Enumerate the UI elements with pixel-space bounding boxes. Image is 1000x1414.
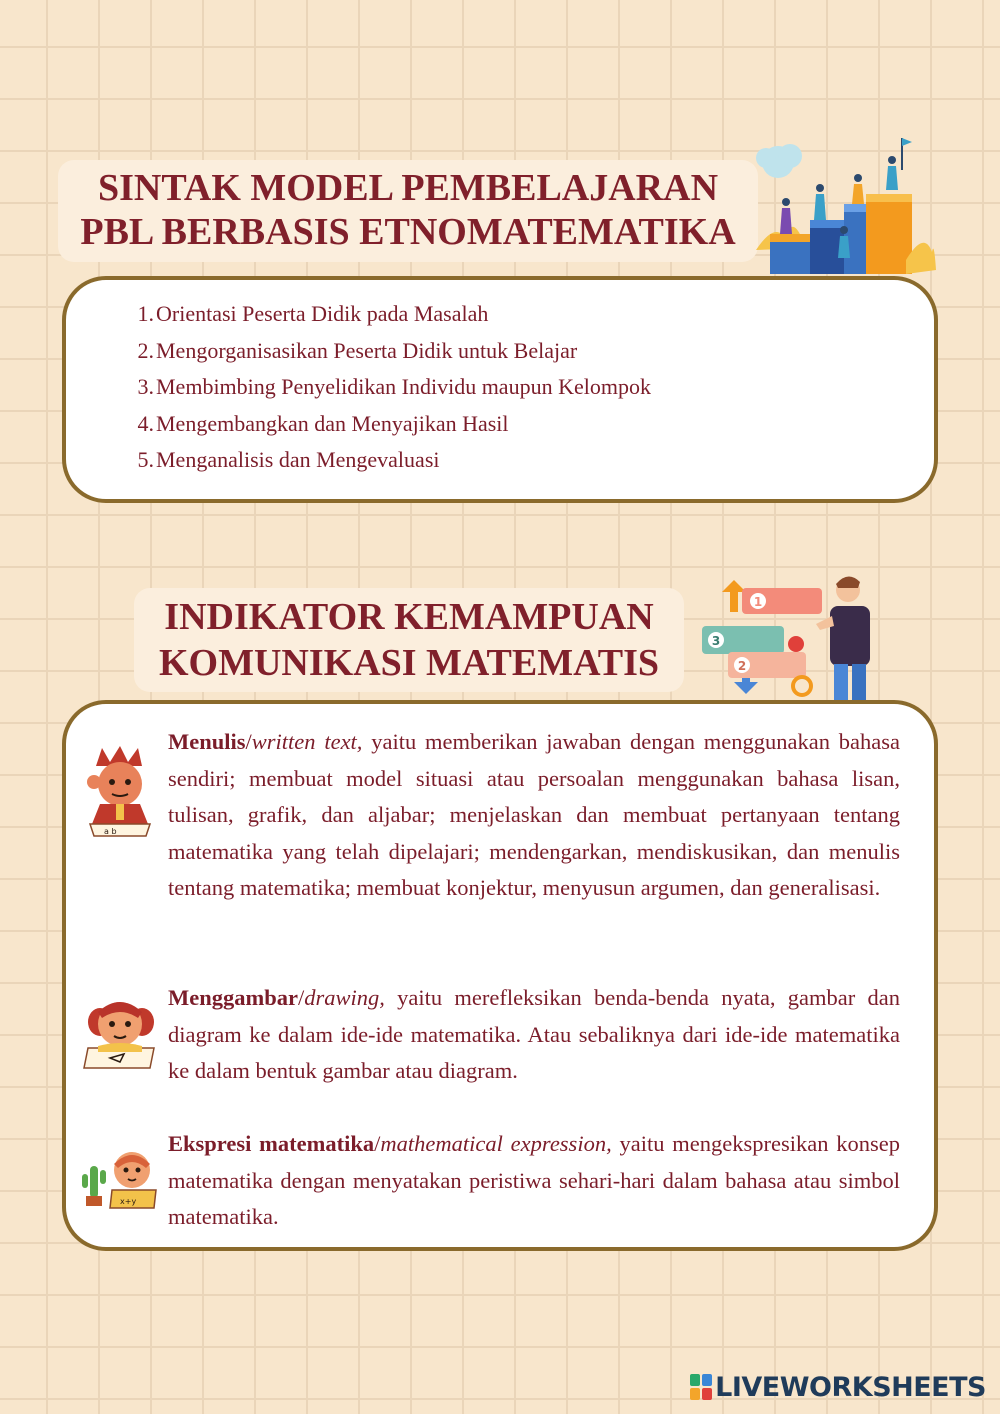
section2-title-line1: INDIKATOR KEMAMPUAN bbox=[164, 596, 654, 638]
list-item bbox=[132, 333, 651, 370]
step-text: Menganalisis dan Mengevaluasi bbox=[156, 447, 440, 473]
indicator-writing bbox=[168, 724, 900, 907]
step-number: 2. bbox=[137, 337, 154, 363]
steps-list bbox=[132, 296, 651, 479]
step-text: Mengembangkan dan Menyajikan Hasil bbox=[156, 410, 509, 436]
list-item bbox=[132, 442, 651, 479]
term-separator: / bbox=[297, 985, 305, 1010]
term-italic: drawing, bbox=[304, 985, 385, 1010]
step-text: Mengorganisasikan Peserta Didik untuk Belajar bbox=[156, 337, 578, 363]
term-italic: mathematical expression, bbox=[380, 1131, 612, 1156]
liveworksheets-logo[interactable] bbox=[690, 1370, 986, 1404]
term-separator: / bbox=[374, 1131, 381, 1156]
term-bold: Menggambar bbox=[168, 985, 298, 1010]
indicator-expression bbox=[168, 1126, 900, 1236]
step-text: Membimbing Penyelidikan Individu maupun Kelompok bbox=[156, 374, 651, 400]
section1-title bbox=[58, 160, 758, 262]
svg-text:2: 2 bbox=[737, 659, 747, 673]
child-drawing-icon bbox=[80, 996, 160, 1070]
indicator-drawing bbox=[168, 980, 900, 1090]
step-text: Orientasi Peserta Didik pada Masalah bbox=[156, 301, 489, 326]
section2-title bbox=[134, 588, 684, 692]
logo-text: LIVEWORKSHEETS bbox=[715, 1371, 986, 1403]
svg-text:3: 3 bbox=[711, 634, 721, 648]
section1-title-line2: PBL BERBASIS ETNOMATEMATIKA bbox=[80, 211, 736, 253]
term-separator: / bbox=[245, 729, 252, 754]
section2-title-line2: KOMUNIKASI MATEMATIS bbox=[158, 642, 659, 684]
indicator-body: yaitu merefleksikan benda-benda nyata, gambar dan diagram ke dalam ide-ide matematika. Atau sebaliknya dari ide-ide matematika ke dalam bentuk gambar atau diagram. bbox=[168, 985, 900, 1084]
list-item bbox=[132, 369, 651, 406]
indicator-body: yaitu mengekspresikan konsep matematika dengan menyatakan peristiwa sehari-hari dalam bahasa atau simbol matematika. bbox=[168, 1131, 901, 1230]
svg-text:a b: a b bbox=[104, 827, 117, 836]
man-with-process-steps-illustration bbox=[698, 572, 888, 702]
svg-text:x+y: x+y bbox=[120, 1197, 137, 1206]
step-number: 3. bbox=[137, 374, 154, 400]
list-item bbox=[132, 296, 651, 333]
list-item bbox=[132, 406, 651, 443]
step-number: 4. bbox=[137, 410, 154, 436]
svg-text:1: 1 bbox=[753, 595, 763, 609]
indicators-card bbox=[62, 700, 938, 1251]
indicator-body: yaitu memberikan jawaban dengan menggunakan bahasa sendiri; membuat model situasi atau persoalan menggunakan bahasa lisan, tulisan, grafik, dan aljabar; menjelaskan dan membuat pertanyaan tentang matematika yang telah dipelajari; mendengarkan, mendiskusikan, dan menulis tentang matematika; membuat konjektur, menyusun argumen, dan generalisasi. bbox=[168, 729, 900, 901]
steps-card bbox=[62, 276, 938, 503]
step-number: 1. bbox=[137, 301, 154, 326]
people-climbing-bar-chart-illustration bbox=[756, 130, 936, 276]
child-writing-icon bbox=[80, 744, 160, 838]
step-number: 5. bbox=[137, 447, 154, 473]
liveworksheets-logo-icon bbox=[690, 1374, 712, 1400]
term-italic: written text, bbox=[251, 729, 363, 754]
term-bold: Menulis bbox=[168, 729, 246, 754]
section1-title-line1: SINTAK MODEL PEMBELAJARAN bbox=[97, 167, 719, 209]
child-with-cactus-icon bbox=[80, 1148, 160, 1210]
term-bold: Ekspresi matematika bbox=[168, 1131, 375, 1156]
